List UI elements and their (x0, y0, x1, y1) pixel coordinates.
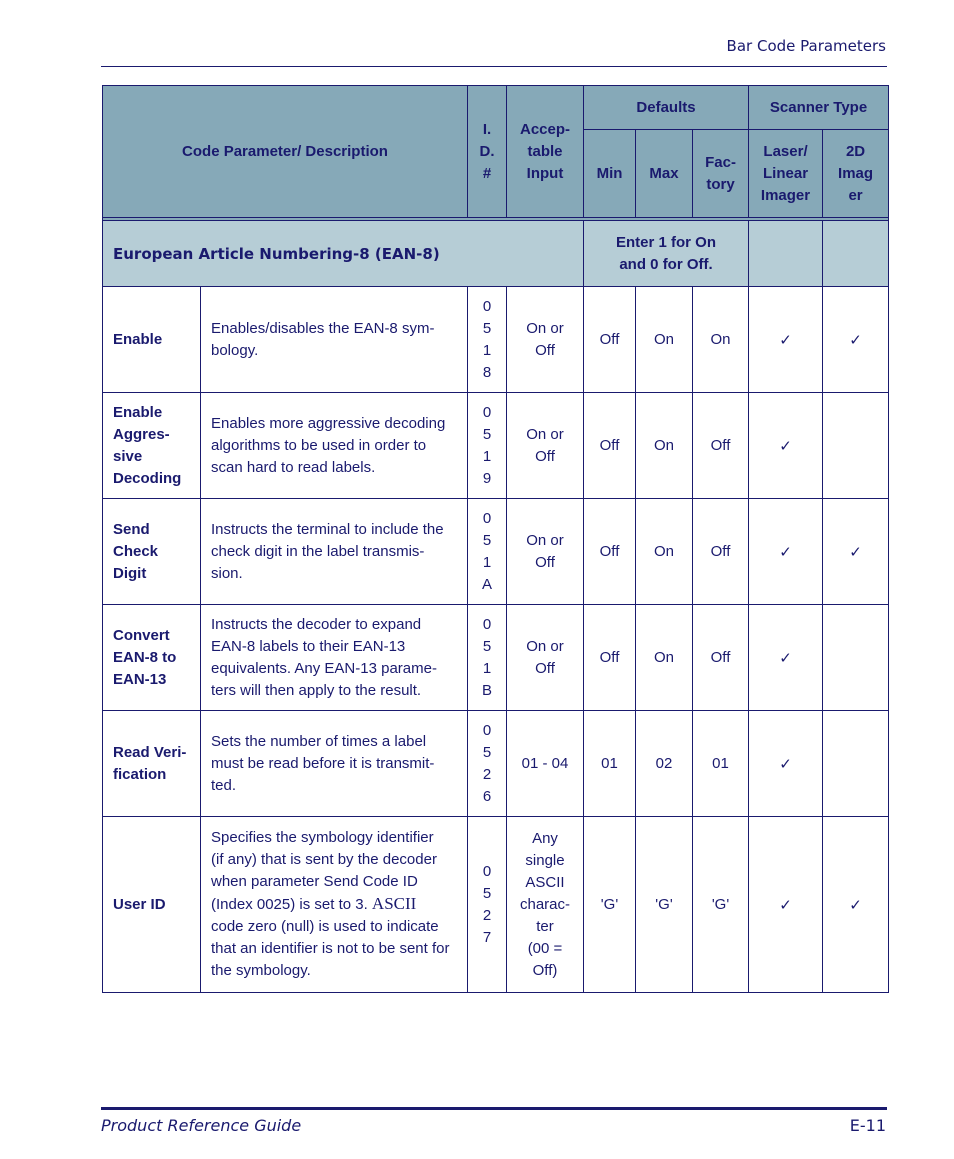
param-laser-support (749, 393, 823, 499)
param-id: 0 5 2 6 (468, 711, 507, 817)
param-id: 0 5 1 9 (468, 393, 507, 499)
section-title: European Article Numbering-8 (EAN-8) (103, 221, 584, 287)
param-default-max: On (636, 393, 693, 499)
param-description: Sets the number of times a label must be read before it is transmit- ted. (201, 711, 468, 817)
col-header-laser: Laser/ Linear Imager (749, 130, 823, 218)
param-default-factory: Off (693, 393, 749, 499)
checkmark-icon: ✓ (779, 542, 792, 561)
param-name: Enable Aggres- sive Decoding (103, 393, 201, 499)
param-default-max: 'G' (636, 817, 693, 993)
param-default-min: Off (584, 393, 636, 499)
col-header-defaults: Defaults (584, 86, 749, 130)
header-rule (101, 66, 887, 67)
param-description: Enables more aggressive decoding algorithms to be used in order to scan hard to read labels. (201, 393, 468, 499)
param-id: 0 5 1 A (468, 499, 507, 605)
table-row-aggressive-decoding (103, 393, 889, 499)
param-default-factory: 01 (693, 711, 749, 817)
section-note: Enter 1 for On and 0 for Off. (584, 221, 749, 287)
ascii-link[interactable]: ASCII (371, 894, 417, 913)
param-2d-imager-support (823, 711, 889, 817)
param-2d-imager-support (823, 393, 889, 499)
param-acceptable-input: On or Off (507, 605, 584, 711)
param-laser-support (749, 499, 823, 605)
param-name: Enable (103, 287, 201, 393)
footer-guide-title: Product Reference Guide (101, 1116, 302, 1135)
footer-page-number: E-11 (849, 1116, 886, 1135)
col-header-max: Max (636, 130, 693, 218)
param-acceptable-input: On or Off (507, 393, 584, 499)
param-default-max: On (636, 287, 693, 393)
param-laser-support (749, 817, 823, 993)
param-default-factory: On (693, 287, 749, 393)
col-header-factory: Fac- tory (693, 130, 749, 218)
param-id: 0 5 1 B (468, 605, 507, 711)
param-description: Instructs the terminal to include the check digit in the label transmis- sion. (201, 499, 468, 605)
running-header: Bar Code Parameters (726, 37, 886, 55)
param-description: Enables/disables the EAN-8 sym- bology. (201, 287, 468, 393)
section-blank-laser (749, 221, 823, 287)
table-row-send-check-digit (103, 499, 889, 605)
param-id: 0 5 2 7 (468, 817, 507, 993)
param-default-factory: Off (693, 499, 749, 605)
param-laser-support (749, 287, 823, 393)
checkmark-icon: ✓ (779, 895, 792, 914)
param-2d-imager-support (823, 499, 889, 605)
col-header-min: Min (584, 130, 636, 218)
param-acceptable-input: 01 - 04 (507, 711, 584, 817)
section-blank-2d (823, 221, 889, 287)
checkmark-icon: ✓ (849, 895, 862, 914)
param-default-min: 01 (584, 711, 636, 817)
table-row-convert-ean8-to-ean13 (103, 605, 889, 711)
param-acceptable-input: On or Off (507, 287, 584, 393)
param-default-min: 'G' (584, 817, 636, 993)
col-header-acceptable-input: Accep- table Input (507, 86, 584, 218)
param-default-factory: Off (693, 605, 749, 711)
param-2d-imager-support (823, 287, 889, 393)
param-acceptable-input: Any single ASCII charac- ter (00 = Off) (507, 817, 584, 993)
param-default-min: Off (584, 605, 636, 711)
param-laser-support (749, 711, 823, 817)
table-row-enable (103, 287, 889, 393)
parameter-table (102, 85, 889, 993)
checkmark-icon: ✓ (779, 754, 792, 773)
table-row-read-verification (103, 711, 889, 817)
footer-rule (101, 1107, 887, 1110)
param-id: 0 5 1 8 (468, 287, 507, 393)
checkmark-icon: ✓ (779, 330, 792, 349)
param-default-max: On (636, 499, 693, 605)
checkmark-icon: ✓ (779, 436, 792, 455)
param-default-max: 02 (636, 711, 693, 817)
param-acceptable-input: On or Off (507, 499, 584, 605)
param-name: Convert EAN-8 to EAN-13 (103, 605, 201, 711)
table-row-user-id (103, 817, 889, 993)
param-name: User ID (103, 817, 201, 993)
col-header-code-parameter: Code Parameter/ Description (103, 86, 468, 218)
param-2d-imager-support (823, 605, 889, 711)
param-name: Send Check Digit (103, 499, 201, 605)
param-2d-imager-support (823, 817, 889, 993)
param-name: Read Veri- fication (103, 711, 201, 817)
param-description: Specifies the symbology identifier (if any) that is sent by the decoder when parameter Send Code ID (Index 0025) is set to 3. ASCII code zero (null) is used to indicate that an identifier is not to be sent for the symbology. (201, 817, 468, 993)
param-default-min: Off (584, 287, 636, 393)
param-default-max: On (636, 605, 693, 711)
col-header-scanner-type: Scanner Type (749, 86, 889, 130)
col-header-2d-imager: 2D Imag er (823, 130, 889, 218)
param-default-min: Off (584, 499, 636, 605)
checkmark-icon: ✓ (779, 648, 792, 667)
col-header-id: I. D. # (468, 86, 507, 218)
checkmark-icon: ✓ (849, 330, 862, 349)
checkmark-icon: ✓ (849, 542, 862, 561)
param-description: Instructs the decoder to expand EAN-8 labels to their EAN-13 equivalents. Any EAN-13 parame- ters will then apply to the result. (201, 605, 468, 711)
param-default-factory: 'G' (693, 817, 749, 993)
param-laser-support (749, 605, 823, 711)
